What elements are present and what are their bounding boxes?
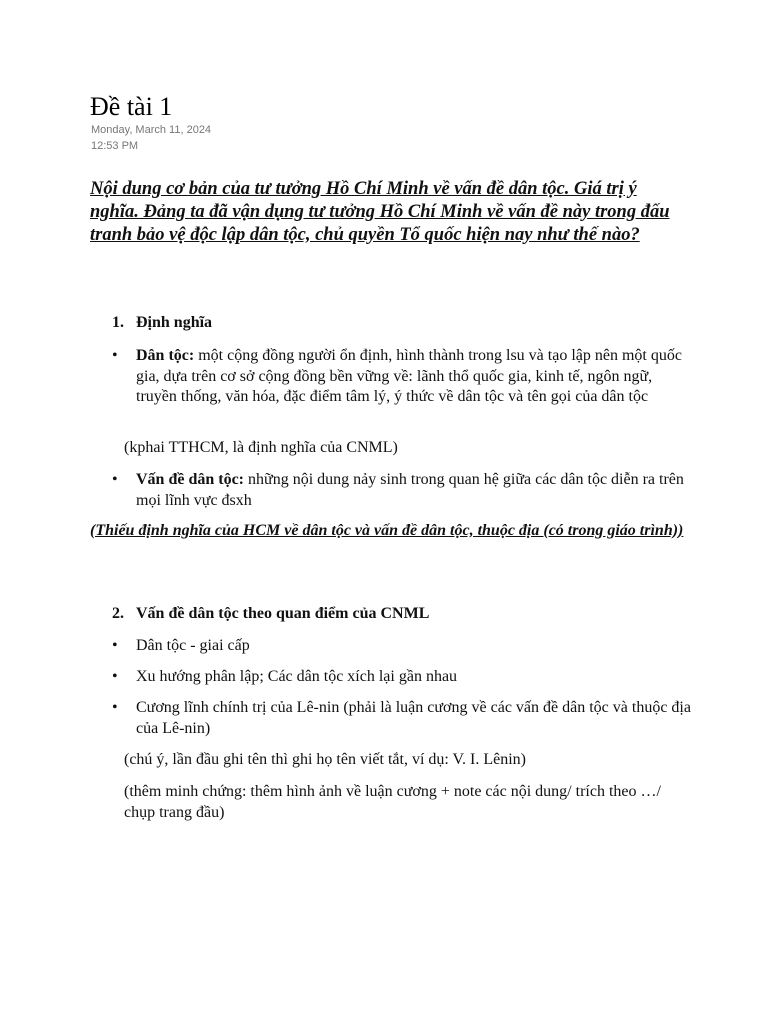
- bullet-icon: •: [112, 637, 118, 654]
- bullet-icon: •: [112, 699, 118, 716]
- list-item-text: [136, 346, 692, 408]
- section-2-number: 2.: [112, 605, 124, 622]
- page-title[interactable]: Đề tài 1: [90, 92, 173, 121]
- page-date: Monday, March 11, 2024: [91, 124, 212, 136]
- list-item[interactable]: [112, 636, 692, 657]
- list-item[interactable]: [112, 667, 692, 688]
- list-item[interactable]: [112, 698, 692, 739]
- section-2-label: Vấn đề dân tộc theo quan điểm của CNML: [136, 605, 430, 622]
- bullet-icon: •: [112, 347, 118, 364]
- list-item-text: Xu hướng phân lập; Các dân tộc xích lại gần nhau: [136, 668, 458, 685]
- definition-dan-toc: một cộng đồng người ổn định, hình thành trong lsu và tạo lập nên một quốc gia, dựa trên cơ sở cộng đồng bền vững về: lãnh thổ quốc gia, kinh tế, ngôn ngữ, truyền thống, văn hóa, đặc điểm tâm lý, ý thức về dân tộc và tên gọi của dân tộc: [136, 347, 682, 405]
- list-item-text: Cương lĩnh chính trị của Lê-nin (phải là luận cương về các vấn đề dân tộc và thuộc địa của Lê-nin): [136, 699, 691, 737]
- term-dan-toc: Dân tộc:: [136, 347, 195, 364]
- section-1-number: 1.: [112, 314, 124, 331]
- section-1-title[interactable]: [112, 314, 212, 332]
- bullet-icon: •: [112, 471, 118, 488]
- term-van-de-dan-toc: Vấn đề dân tộc:: [136, 471, 245, 488]
- definition-van-de-dan-toc: những nội dung nảy sinh trong quan hệ giữa các dân tộc diễn ra trên mọi lĩnh vực đsxh: [136, 471, 684, 509]
- page-time: 12:53 PM: [91, 140, 139, 152]
- emphasis-note[interactable]: (Thiếu định nghĩa của HCM về dân tộc và vấn đề dân tộc, thuộc địa (có trong giáo trình)): [90, 522, 684, 539]
- bullet-icon: •: [112, 668, 118, 685]
- topic-heading[interactable]: Nội dung cơ bản của tư tưởng Hồ Chí Minh về vấn đề dân tộc. Giá trị ý nghĩa. Đảng ta đã vận dụng tư tưởng Hồ Chí Minh về vấn đề này trong đấu tranh bảo vệ độc lập dân tộc, chủ quyền Tổ quốc hiện nay như thế nào?: [90, 179, 670, 245]
- note-text[interactable]: (chú ý, lần đầu ghi tên thì ghi họ tên viết tắt, ví dụ: V. I. Lênin): [124, 751, 527, 768]
- note-text[interactable]: (kphai TTHCM, là định nghĩa của CNML): [124, 439, 398, 456]
- list-item[interactable]: [112, 346, 692, 408]
- section-2-title[interactable]: [112, 605, 429, 623]
- list-item-text: [136, 470, 692, 511]
- section-1-label: Định nghĩa: [136, 314, 213, 331]
- list-item-text: Dân tộc - giai cấp: [136, 637, 250, 654]
- note-text[interactable]: (thêm minh chứng: thêm hình ảnh về luận cương + note các nội dung/ trích theo …/ chụp trang đầu): [124, 783, 661, 821]
- list-item[interactable]: [112, 470, 692, 511]
